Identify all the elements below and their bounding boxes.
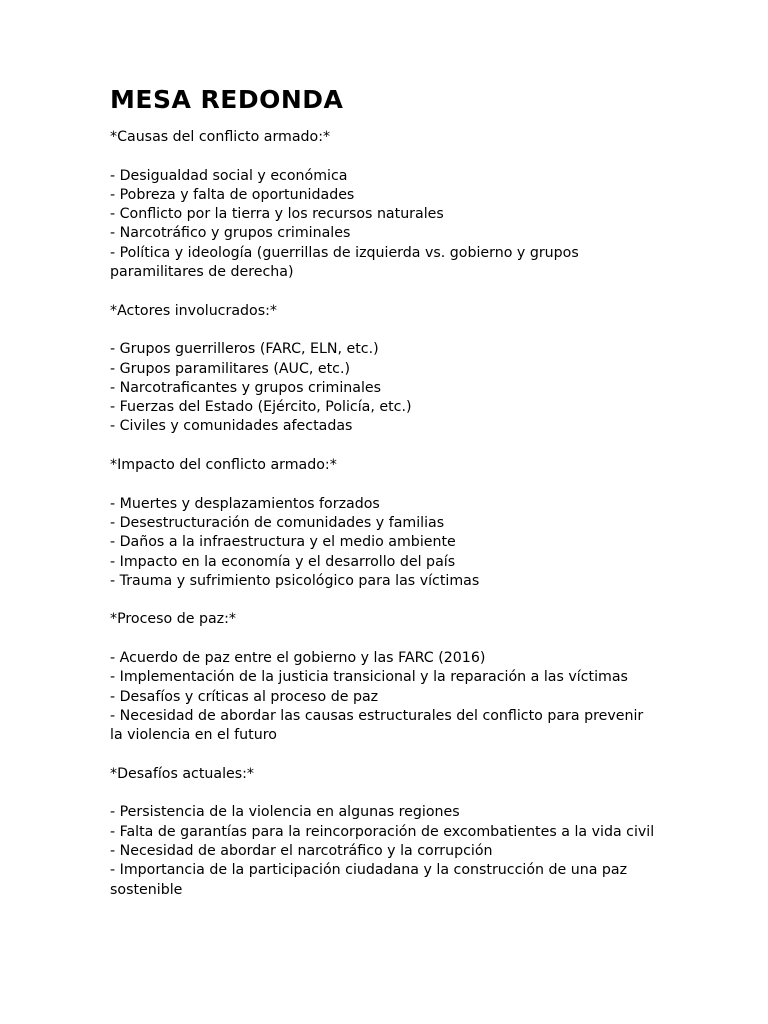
section-causas	[110, 128, 655, 282]
list-item: - Narcotraficantes y grupos criminales	[110, 379, 382, 396]
list-item: - Política y ideología (guerrillas de izquierda vs. gobierno y grupos paramilitares de derecha)	[110, 244, 579, 281]
list-item: - Grupos guerrilleros (FARC, ELN, etc.)	[110, 341, 379, 358]
list-item: - Desigualdad social y económica	[110, 167, 348, 184]
list-item: - Trauma y sufrimiento psicológico para las víctimas	[110, 572, 480, 589]
document-page	[110, 84, 655, 919]
list-item: - Narcotráfico y grupos criminales	[110, 225, 351, 242]
section-heading: *Impacto del conflicto armado:*	[110, 457, 337, 474]
section-heading: *Actores involucrados:*	[110, 302, 277, 319]
list-item: - Implementación de la justicia transicional y la reparación a las víctimas	[110, 669, 628, 686]
section-impacto	[110, 456, 655, 591]
list-item: - Civiles y comunidades afectadas	[110, 418, 353, 435]
list-item: - Importancia de la participación ciudadana y la construcción de una paz sostenible	[110, 862, 628, 898]
section-heading: *Causas del conflicto armado:*	[110, 129, 331, 145]
section-proceso-de-paz	[110, 610, 655, 745]
section-list	[110, 803, 655, 899]
section-list	[110, 340, 655, 436]
list-item: - Impacto en la economía y el desarrollo del país	[110, 553, 456, 570]
list-item: - Daños a la infraestructura y el medio ambiente	[110, 534, 456, 551]
list-item: - Muertes y desplazamientos forzados	[110, 495, 380, 512]
section-list	[110, 495, 655, 591]
list-item: - Desafíos y críticas al proceso de paz	[110, 688, 379, 705]
list-item: - Pobreza y falta de oportunidades	[110, 186, 355, 203]
section-heading: *Proceso de paz:*	[110, 611, 236, 628]
list-item: - Acuerdo de paz entre el gobierno y las FARC (2016)	[110, 650, 486, 667]
list-item: - Persistencia de la violencia en algunas regiones	[110, 804, 460, 821]
section-list	[110, 167, 655, 283]
list-item: - Fuerzas del Estado (Ejército, Policía, etc.)	[110, 399, 412, 416]
document-title: MESA REDONDA	[110, 85, 344, 114]
section-desafios-actuales	[110, 765, 655, 900]
list-item: - Falta de garantías para la reincorporación de excombatientes a la vida civil	[110, 823, 655, 840]
section-actores	[110, 302, 655, 437]
section-heading: *Desafíos actuales:*	[110, 765, 255, 782]
list-item: - Necesidad de abordar las causas estructurales del conflicto para prevenir la violencia en el futuro	[110, 707, 644, 744]
list-item: - Necesidad de abordar el narcotráfico y la corrupción	[110, 842, 493, 859]
list-item: - Grupos paramilitares (AUC, etc.)	[110, 360, 351, 377]
section-list	[110, 649, 655, 745]
list-item: - Desestructuración de comunidades y familias	[110, 514, 445, 531]
list-item: - Conflicto por la tierra y los recursos naturales	[110, 206, 444, 223]
